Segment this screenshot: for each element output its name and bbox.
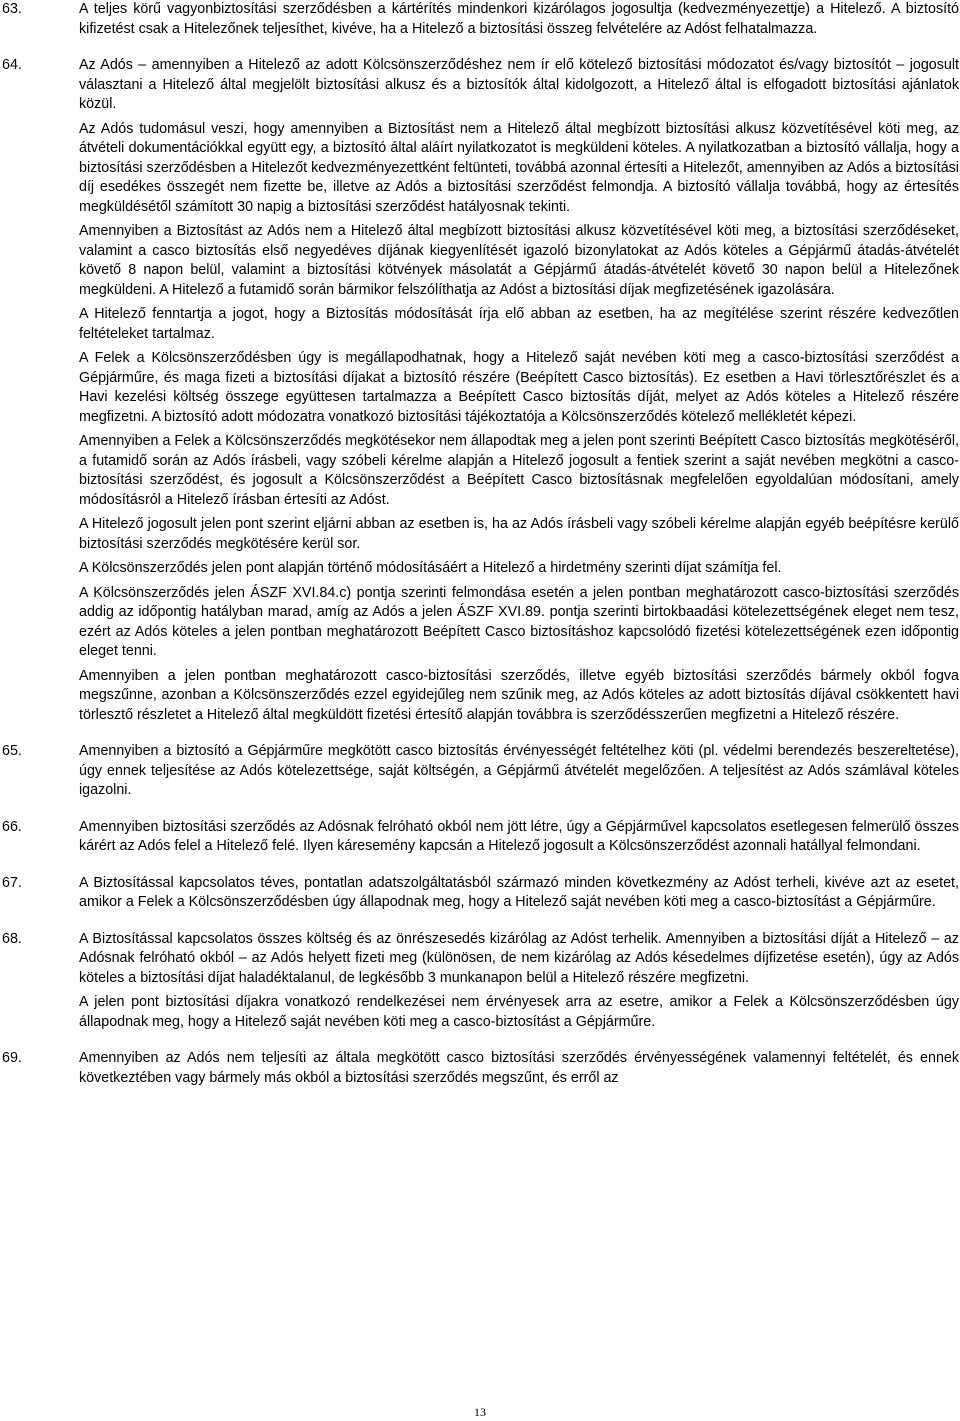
- paragraph: A Felek a Kölcsönszerződésben úgy is megállapodhatnak, hogy a Hitelező saját nevében köti meg a casco-biztosítási szerződést a Gépjárműre, és maga fizeti a biztosítási díjakat a biztosító részére (Beépített Casco biztosítás). Ez esetben a Havi törlesztőrészlet és a Havi kezelési költség összege együttesen tartalmazza a Beépített Casco biztosítás díját, melyet az Adós köteles a Hitelező részére megfizetni. A biztosító adott módozatra vonatkozó biztosítási tájékoztatója a Kölcsönszerződés kötelező mellékletét képezi.: [79, 350, 959, 425]
- section-body: [79, 874, 959, 918]
- section-body: [79, 56, 959, 730]
- paragraph: A Kölcsönszerződés jelen pont alapján történő módosításáért a Hitelező a hirdetmény szerinti díjat számítja fel.: [79, 560, 782, 576]
- section-body: [79, 0, 959, 44]
- section: [0, 56, 960, 730]
- paragraph: Amennyiben a biztosító a Gépjárműre megkötött casco biztosítás érvényességét feltételhez köti (pl. védelmi berendezés beszereltetése), úgy ennek teljesítése az Adós kötelezettsége, saját költségén, a Gépjármű átvételét megelőzően. A teljesítést az Adós számlával köteles igazolni.: [79, 743, 959, 798]
- section-body: [79, 818, 959, 862]
- section: [0, 0, 960, 44]
- section-number: 66.: [2, 818, 22, 835]
- paragraph: Az Adós – amennyiben a Hitelező az adott Kölcsönszerződéshez nem ír elő kötelező biztosítási módozatot és/vagy biztosítót – jogosult választani a Hitelező által megjelölt biztosítási alkusz és a biztosítók által kidolgozott, a Hitelező által is elfogadott biztosítási ajánlatok közül.: [79, 57, 959, 112]
- section-body: [79, 930, 959, 1038]
- section: [0, 1049, 960, 1093]
- paragraph: Amennyiben a jelen pontban meghatározott casco-biztosítási szerződés, illetve egyéb biztosítási szerződés bármely okból fogva megszűnne, azonban a Kölcsönszerződés ezzel egyidejűleg nem szűnik meg, az Adós köteles az adott biztosítás díjával csökkentett havi törlesztő részletet a Hitelező által megküldött fizetési értesítő alapján továbbra is szerződésszerűen megfizetni a Hitelező részére.: [79, 667, 959, 723]
- section-number: 69.: [2, 1050, 22, 1066]
- paragraph: A Biztosítással kapcsolatos téves, pontatlan adatszolgáltatásból származó minden következmény az Adóst terheli, kivéve azt az esetet, amikor a Felek a Kölcsönszerződésben úgy állapodnak meg, hogy a Hitelező saját nevében köti meg a casco-biztosítást a Gépjárműre.: [79, 874, 959, 910]
- page-number: 13: [474, 1405, 486, 1419]
- paragraph: Amennyiben biztosítási szerződés az Adósnak felróható okból nem jött létre, úgy a Gépjárművel kapcsolatos esetlegesen felmerülő összes kárért az Adós felel a Hitelező felé. Ilyen káresemény kapcsán a Hitelező jogosult a Kölcsönszerződést azonnali hatállyal felmondani.: [79, 818, 959, 854]
- section: [0, 930, 960, 1038]
- section-body: [79, 1049, 959, 1093]
- section-number: 64.: [2, 57, 22, 73]
- section-number: 67.: [2, 874, 22, 891]
- section: [0, 818, 960, 862]
- paragraph: Az Adós tudomásul veszi, hogy amennyiben a Biztosítást nem a Hitelező által megbízott biztosítási alkusz közvetítésével köti meg, az átvételi dokumentációkkal együtt egy, a biztosító által aláírt nyilatkozatot is megküldeni köteles. A nyilatkozatban a biztosító vállalja, hogy a biztosítási szerződésben a Hitelezőt kedvezményezettként feltünteti, továbbá azonnal értesíti a Hitelezőt, amennyiben az Adós a biztosítási díj esedékes összegét nem fizette be, illetve az Adós a biztosítási szerződést felmondja. A biztosító vállalja továbbá, hogy az értesítés megküldésétől számított 30 napig a biztosítási szerződést hatályosnak tekinti.: [79, 120, 959, 215]
- section-number: 65.: [2, 743, 22, 759]
- paragraph: Amennyiben az Adós nem teljesíti az általa megkötött casco biztosítási szerződés érvényességének valamennyi feltételét, és ennek következtében vagy bármely más okból a biztosítási szerződés megszűnt, és erről az: [79, 1050, 959, 1086]
- section: [0, 874, 960, 918]
- paragraph: A Kölcsönszerződés jelen ÁSZF XVI.84.c) pontja szerinti felmondása esetén a jelen pontban meghatározott casco-biztosítási szerződés addig az időpontig hatályban marad, amíg az Adós a jelen ÁSZF XVI.89. pontja szerinti birtokbaadási kötelezettségének eleget nem tesz, ezért az Adós köteles a jelen pontban meghatározott Beépített Casco biztosításhoz kapcsolódó fizetési kötelezettségének ezen időpontig eleget tenni.: [79, 584, 959, 659]
- paragraph: A Hitelező jogosult jelen pont szerint eljárni abban az esetben is, ha az Adós írásbeli vagy szóbeli kérelme alapján egyéb beépítésre kerülő biztosítási szerződés megkötésére kerül sor.: [79, 516, 959, 552]
- paragraph: Amennyiben a Felek a Kölcsönszerződés megkötésekor nem állapodtak meg a jelen pont szerinti Beépített Casco biztosítás megkötéséről, a futamidő során az Adós írásbeli, vagy szóbeli kérelme alapján a Hitelező jogosult a fentiek szerint a saját nevében megkötni a casco-biztosítási szerződést, és jogosult a Kölcsönszerződést a Beépített Casco biztosításnak megfelelően egyoldalúan módosítani, amely módosításról a Hitelező írásban értesíti az Adóst.: [79, 433, 959, 508]
- paragraph: Amennyiben a Biztosítást az Adós nem a Hitelező által megbízott biztosítási alkusz közvetítésével köti meg, a biztosítási szerződéseket, valamint a casco biztosítás első negyedéves díjának kiegyenlítését igazoló bizonylatokat az Adós köteles a Gépjármű átadás-átvételét követő 8 napon belül, valamint a biztosítási kötvények másolatát a Gépjármű átadás-átvételét követő 30 napon belül a Hitelezőnek megküldeni. A Hitelező a futamidő során bármikor felszólíthatja az Adóst a biztosítási díjak megfizetésének igazolására.: [79, 223, 959, 298]
- paragraph: A teljes körű vagyonbiztosítási szerződésben a kártérítés mindenkori kizárólagos jogosultja (kedvezményezettje) a Hitelező. A biztosító kifizetést csak a Hitelezőnek teljesíthet, kivéve, ha a Hitelező a biztosítási összeg felvételére az Adóst felhatalmazza.: [79, 1, 959, 37]
- paragraph: A Hitelező fenntartja a jogot, hogy a Biztosítás módosítását írja elő abban az esetben, ha az megítélése szerint részére kedvezőtlen feltételeket tartalmaz.: [79, 306, 959, 342]
- section-number: 63.: [2, 1, 22, 17]
- section: [0, 742, 960, 806]
- paragraph: A Biztosítással kapcsolatos összes költség és az önrészesedés kizárólag az Adóst terhelik. Amennyiben a biztosítási díját a Hitelező – az Adósnak felróható okból – az Adós helyett fizeti meg (különösen, de nem kizárólag az Adós késedelmes díjfizetése esetén), úgy az Adós köteles a biztosítási díjat haladéktalanul, de legkésőbb 3 munkanapon belül a Hitelező részére megfizetni.: [79, 930, 959, 986]
- paragraph: A jelen pont biztosítási díjakra vonatkozó rendelkezései nem érvényesek arra az esetre, amikor a Felek a Kölcsönszerződésben úgy állapodnak meg, hogy a Hitelező saját nevében köti meg a casco-biztosítást a Gépjárműre.: [79, 994, 959, 1030]
- section-number: 68.: [2, 930, 22, 947]
- section-body: [79, 742, 959, 806]
